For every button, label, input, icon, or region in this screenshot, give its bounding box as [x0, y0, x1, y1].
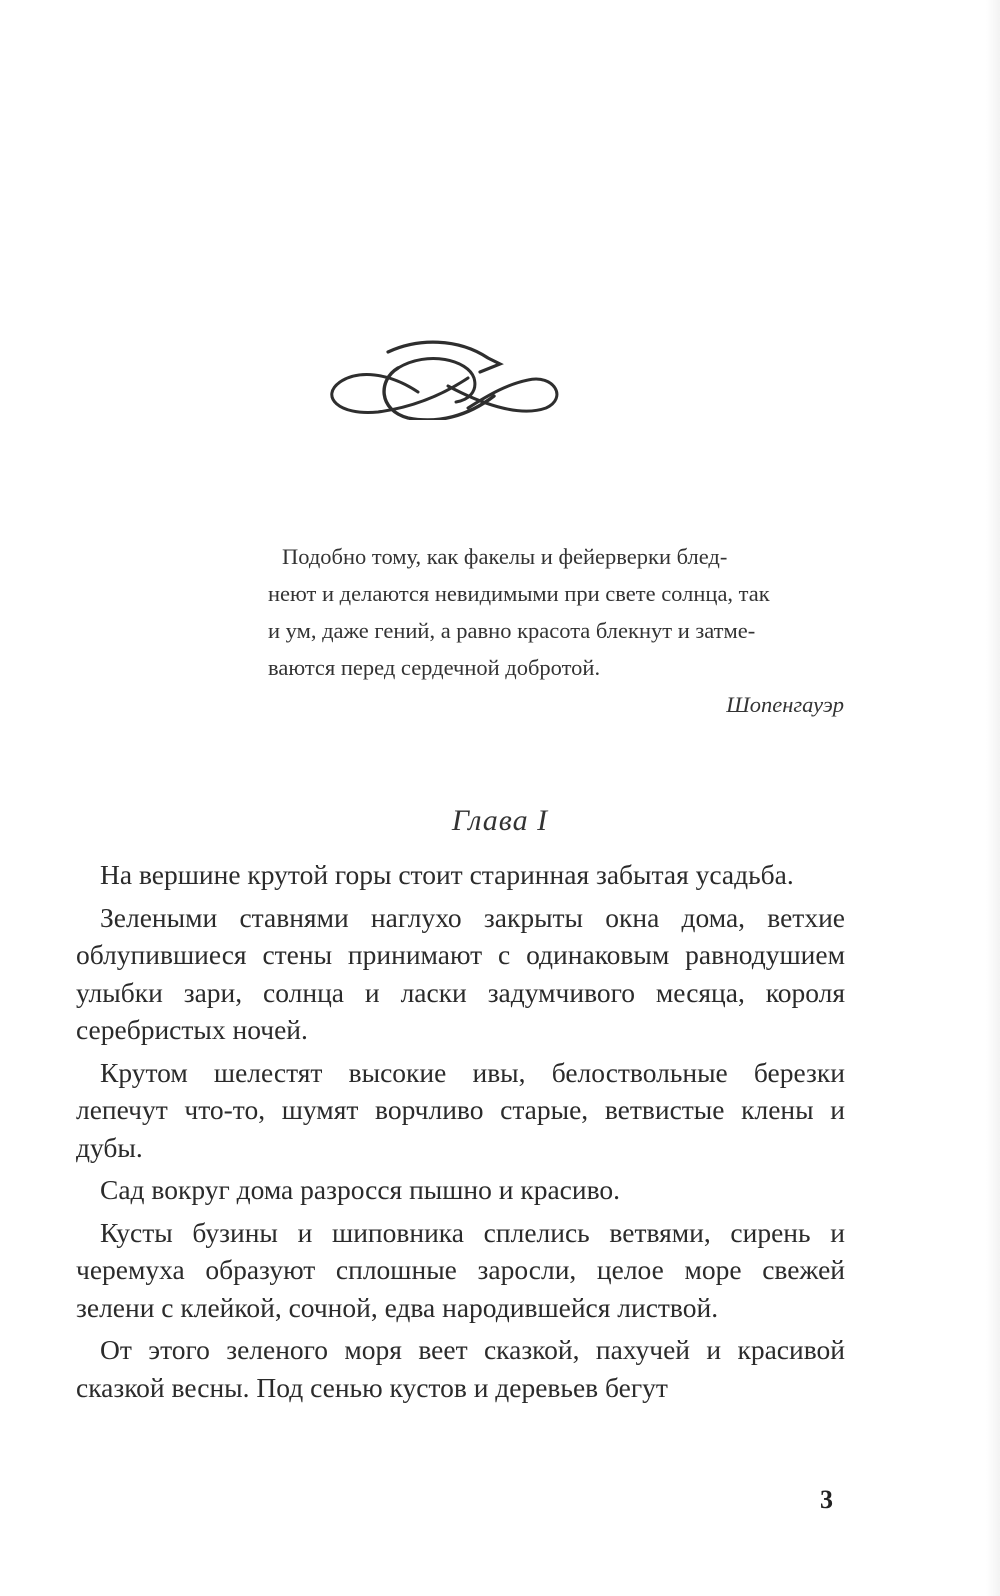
paragraph: Кусты бузины и шиповника сплелись ветвями, сирень и черемуха образуют сплошные заросли, целое море свежей зелени с клейкой, сочной, едва народившейся листвой.: [76, 1216, 845, 1323]
paragraph: На вершине крутой горы стоит старинная забытая усадьба.: [100, 859, 794, 890]
page-number: 3: [820, 1485, 833, 1514]
epigraph: [268, 538, 844, 723]
epigraph-line: неют и делаются невидимыми при свете солнца, так: [268, 581, 770, 606]
epigraph-line: Подобно тому, как факелы и фейерверки блед-: [282, 544, 728, 569]
epigraph-line: и ум, даже гений, а равно красота блекнут и затме-: [268, 618, 756, 643]
epigraph-author: Шопенгауэр: [726, 692, 844, 717]
chapter-title: Глава I: [451, 804, 549, 837]
page-edge: [986, 0, 1000, 1596]
paragraph: От этого зеленого моря веет сказкой, пахучей и красивой сказкой весны. Под сенью кустов и деревьев бегут: [76, 1334, 845, 1403]
epigraph-line: ваются перед сердечной добротой.: [268, 655, 601, 680]
epigraph-text: [268, 538, 844, 686]
paragraph: Крутом шелестят высокие ивы, белоствольные березки лепечут что-то, шумят ворчливо старые, ветвистые клены и дубы.: [76, 1056, 845, 1163]
chapter-body: [76, 856, 845, 1406]
paragraph: Зелеными ставнями наглухо закрыты окна дома, ветхие облупившиеся стены принимают с одинаковым равнодушием улыбки зари, солнца и ласки задумчивого месяца, короля серебристых ночей.: [76, 901, 845, 1045]
paragraph: Сад вокруг дома разросся пышно и красиво.: [100, 1174, 621, 1205]
celtic-knot-flourish-icon: [318, 320, 564, 420]
